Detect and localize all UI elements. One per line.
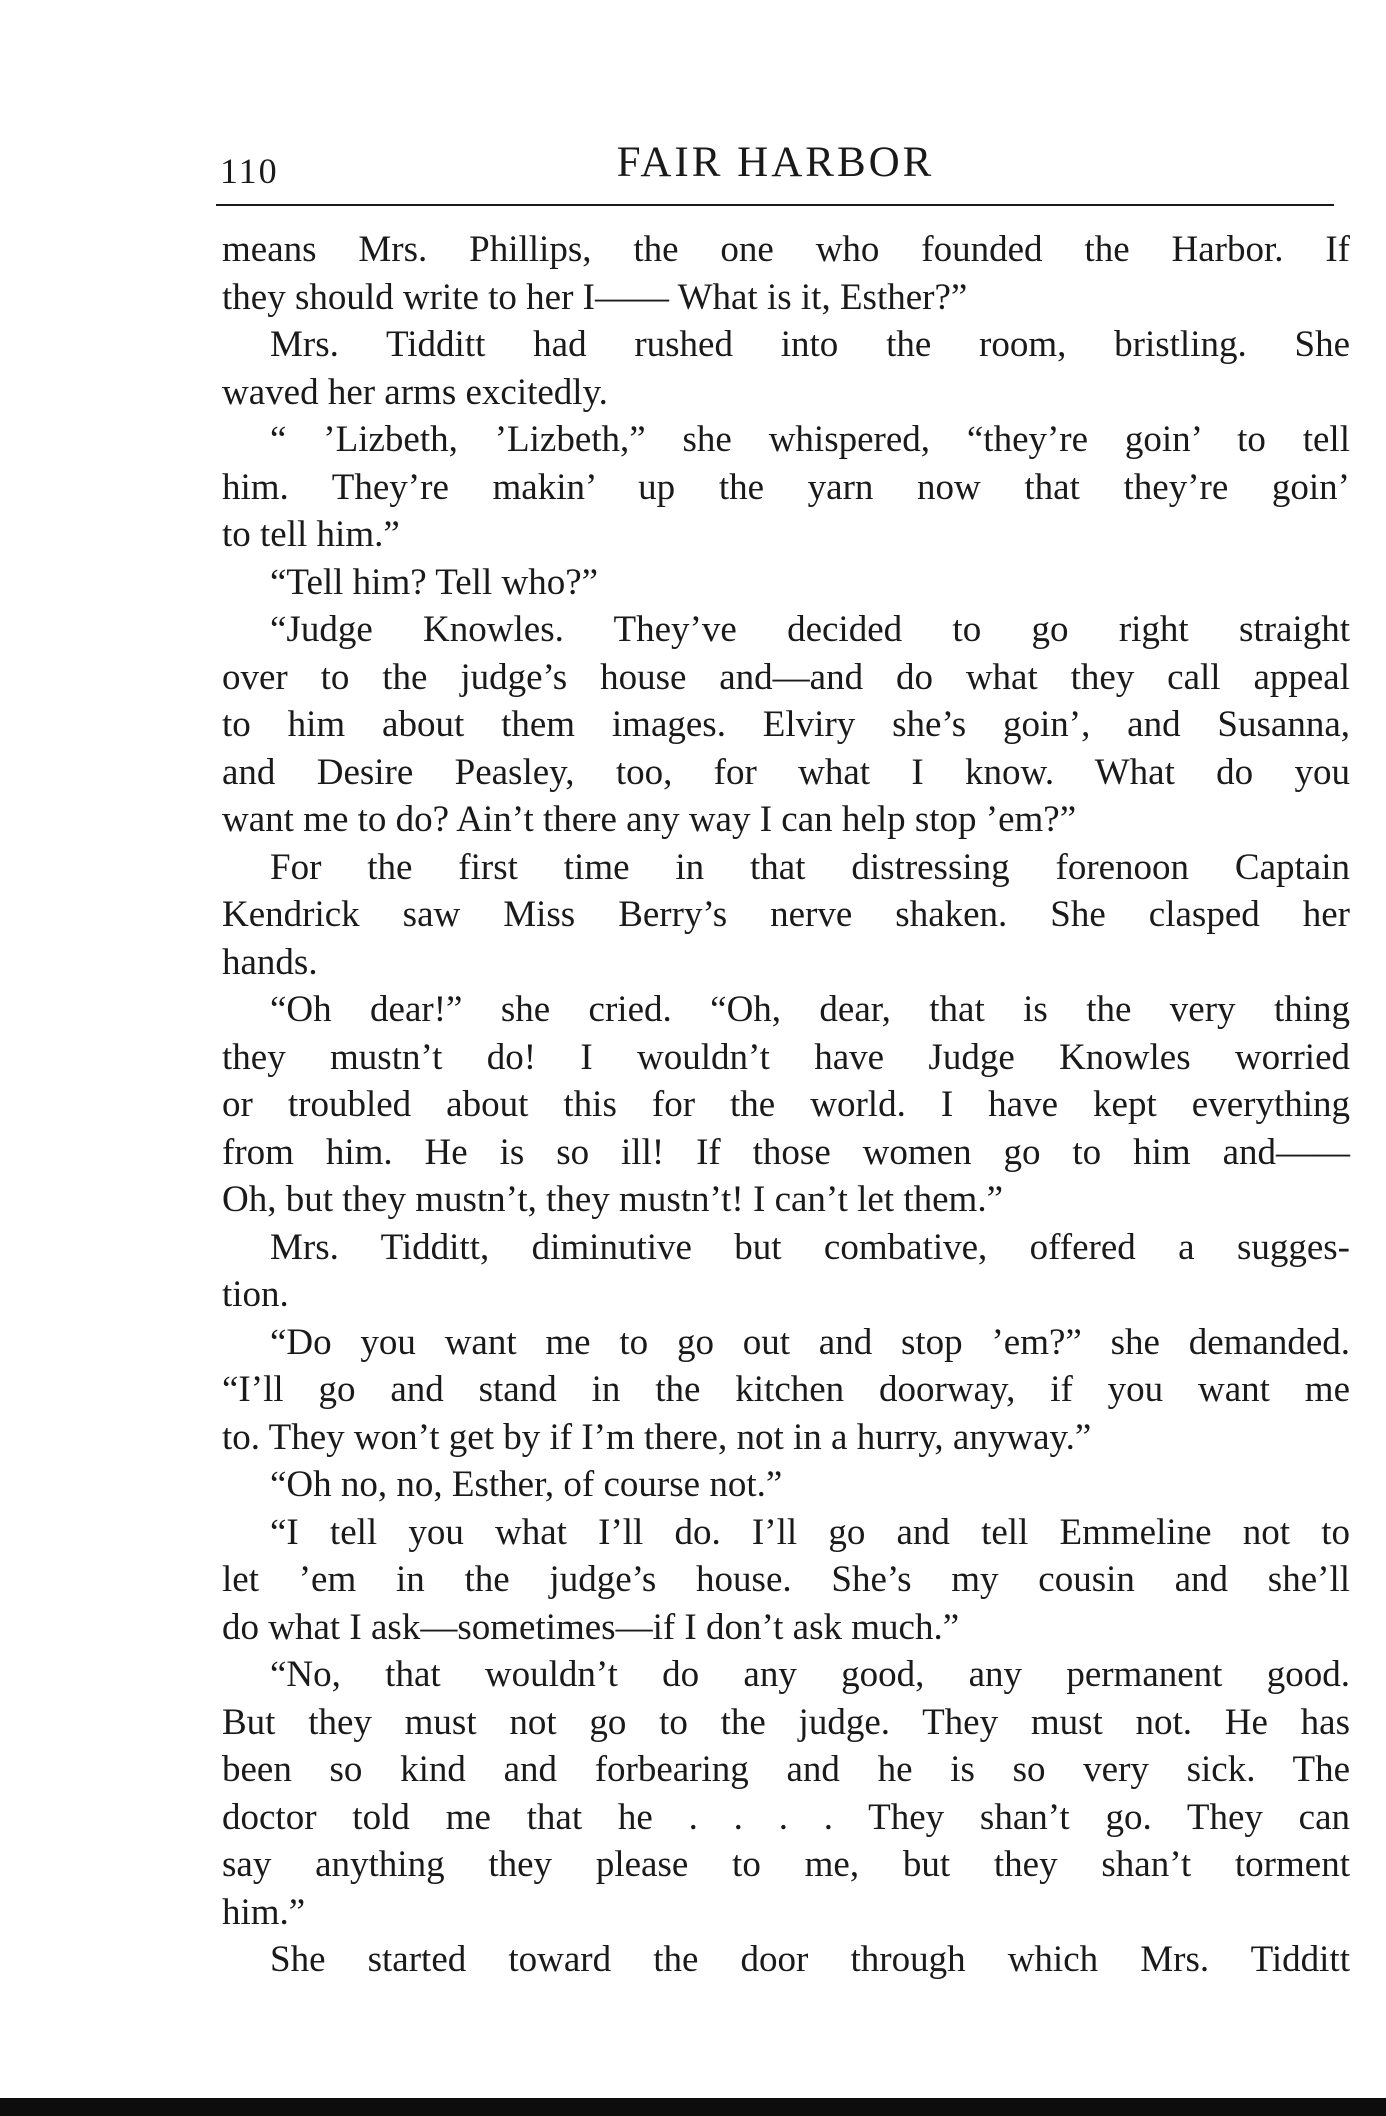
text-line: let ’em in the judge’s house. She’s my cousin and she’ll [222,1559,1350,1600]
text-line: doctor told me that he . . . . They shan’t go. They can [222,1796,1350,1838]
text-line: Kendrick saw Miss Berry’s nerve shaken. She clasped her [222,894,1350,935]
text-line: Mrs. Tidditt had rushed into the room, bristling. She [270,324,1350,365]
bottom-scan-edge [0,2098,1386,2116]
running-head: FAIR HARBOR [616,139,935,186]
text-line: to. They won’t get by if I’m there, not in a hurry, anyway.” [222,1416,1092,1458]
text-line: Mrs. Tidditt, diminutive but combative, offered a sugges- [270,1226,1350,1268]
text-line: “Oh no, no, Esther, of course not.” [270,1464,783,1505]
body-text [222,226,1350,1984]
text-line: “Do you want me to go out and stop ’em?” she demanded. [270,1321,1350,1363]
page-header [218,138,1333,200]
text-line: “No, that wouldn’t do any good, any permanent good. [270,1654,1350,1695]
text-line: For the first time in that distressing forenoon Captain [270,846,1350,888]
text-line: or troubled about this for the world. I have kept everything [222,1084,1350,1125]
text-line: “Oh dear!” she cried. “Oh, dear, that is the very thing [270,989,1350,1030]
text-line: do what I ask—sometimes—if I don’t ask much.” [222,1606,960,1648]
text-line: him.” [222,1891,306,1933]
text-line: and Desire Peasley, too, for what I know. What do you [222,751,1350,793]
text-line: “I tell you what I’ll do. I’ll go and tell Emmeline not to [270,1511,1350,1553]
text-line: want me to do? Ain’t there any way I can help stop ’em?” [222,799,1077,840]
text-line: say anything they please to me, but they shan’t torment [222,1844,1350,1885]
page-number: 110 [220,151,279,191]
text-line: She started toward the door through which Mrs. Tidditt [270,1939,1350,1980]
text-line: “Tell him? Tell who?” [270,561,599,603]
header-rule [216,204,1334,206]
text-line: they mustn’t do! I wouldn’t have Judge Knowles worried [222,1036,1350,1078]
text-line: been so kind and forbearing and he is so very sick. The [222,1749,1350,1790]
text-line: they should write to her I—— What is it, Esther?” [222,276,968,318]
text-line: hands. [222,941,318,983]
text-line: to tell him.” [222,514,400,555]
text-line: “I’ll go and stand in the kitchen doorway, if you want me [222,1369,1350,1410]
text-line: tion. [222,1274,289,1315]
text-line: “Judge Knowles. They’ve decided to go right straight [270,609,1350,650]
text-line: “ ’Lizbeth, ’Lizbeth,” she whispered, “they’re goin’ to tell [270,419,1350,460]
text-line: Oh, but they mustn’t, they mustn’t! I can’t let them.” [222,1179,1003,1220]
text-line: But they must not go to the judge. They must not. He has [222,1701,1350,1743]
text-line: over to the judge’s house and—and do what they call appeal [222,656,1350,698]
text-line: him. They’re makin’ up the yarn now that they’re goin’ [222,466,1350,508]
text-line: to him about them images. Elviry she’s goin’, and Susanna, [222,704,1350,745]
text-line: from him. He is so ill! If those women go to him and—— [222,1131,1350,1173]
text-line: waved her arms excitedly. [222,371,608,413]
text-line: means Mrs. Phillips, the one who founded the Harbor. If [222,229,1350,270]
